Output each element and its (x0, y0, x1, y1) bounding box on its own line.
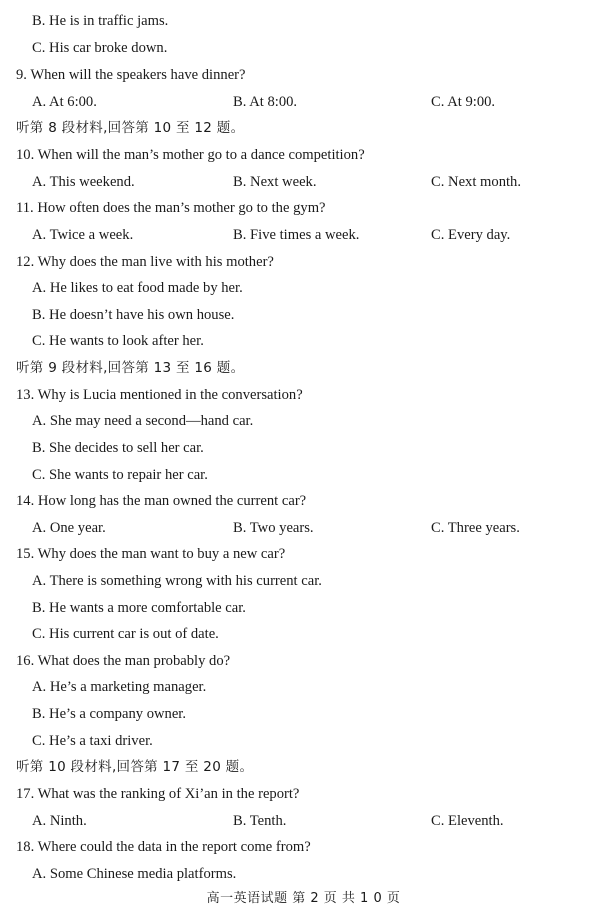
q15-option-a: A. There is something wrong with his current car. (32, 573, 322, 589)
q16-option-c: C. He’s a taxi driver. (32, 733, 153, 749)
q14-option-b: B. Two years. (233, 520, 314, 536)
q11-question: 11. How often does the man’s mother go to the gym? (16, 200, 326, 216)
q9-question: 9. When will the speakers have dinner? (16, 67, 246, 83)
q10-option-c: C. Next month. (431, 174, 521, 190)
q10-question: 10. When will the man’s mother go to a dance competition? (16, 147, 365, 163)
q11-option-a: A. Twice a week. (32, 227, 134, 243)
q13-option-a: A. She may need a second—hand car. (32, 413, 254, 429)
q13-option-b: B. She decides to sell her car. (32, 440, 204, 456)
q15-question: 15. Why does the man want to buy a new car? (16, 546, 286, 562)
q16-option-b: B. He’s a company owner. (32, 706, 187, 722)
q18-question: 18. Where could the data in the report come from? (16, 839, 311, 855)
q14-options (0, 518, 607, 538)
section-8-instruction: 听第 8 段材料,回答第 10 至 12 题。 (16, 120, 245, 136)
q13-option-c: C. She wants to repair her car. (32, 467, 208, 483)
q17-question: 17. What was the ranking of Xi’an in the report? (16, 786, 300, 802)
q11-options (0, 225, 607, 245)
q15-option-b: B. He wants a more comfortable car. (32, 600, 246, 616)
q9-options (0, 92, 607, 112)
q9-option-c: C. At 9:00. (431, 94, 496, 110)
q10-options (0, 172, 607, 192)
q8-option-b: B. He is in traffic jams. (32, 13, 169, 29)
q12-question: 12. Why does the man live with his mother? (16, 254, 274, 270)
q14-question: 14. How long has the man owned the current car? (16, 493, 307, 509)
q11-option-b: B. Five times a week. (233, 227, 360, 243)
q11-option-c: C. Every day. (431, 227, 511, 243)
q10-option-a: A. This weekend. (32, 174, 135, 190)
q17-option-b: B. Tenth. (233, 813, 287, 829)
q18-option-a: A. Some Chinese media platforms. (32, 866, 237, 882)
q12-option-c: C. He wants to look after her. (32, 333, 204, 349)
q9-option-b: B. At 8:00. (233, 94, 298, 110)
q17-option-c: C. Eleventh. (431, 813, 504, 829)
q14-option-a: A. One year. (32, 520, 106, 536)
q16-option-a: A. He’s a marketing manager. (32, 679, 207, 695)
q17-option-a: A. Ninth. (32, 813, 87, 829)
q17-options (0, 811, 607, 831)
q10-option-b: B. Next week. (233, 174, 317, 190)
q12-option-b: B. He doesn’t have his own house. (32, 307, 235, 323)
q13-question: 13. Why is Lucia mentioned in the conversation? (16, 387, 303, 403)
q14-option-c: C. Three years. (431, 520, 520, 536)
q15-option-c: C. His current car is out of date. (32, 626, 219, 642)
q12-option-a: A. He likes to eat food made by her. (32, 280, 243, 296)
section-9-instruction: 听第 9 段材料,回答第 13 至 16 题。 (16, 360, 245, 376)
q16-question: 16. What does the man probably do? (16, 653, 231, 669)
section-10-instruction: 听第 10 段材料,回答第 17 至 20 题。 (16, 759, 254, 775)
page-footer: 高一英语试题 第 2 页 共 1 0 页 (206, 891, 401, 906)
q9-option-a: A. At 6:00. (32, 94, 97, 110)
q8-option-c: C. His car broke down. (32, 40, 168, 56)
